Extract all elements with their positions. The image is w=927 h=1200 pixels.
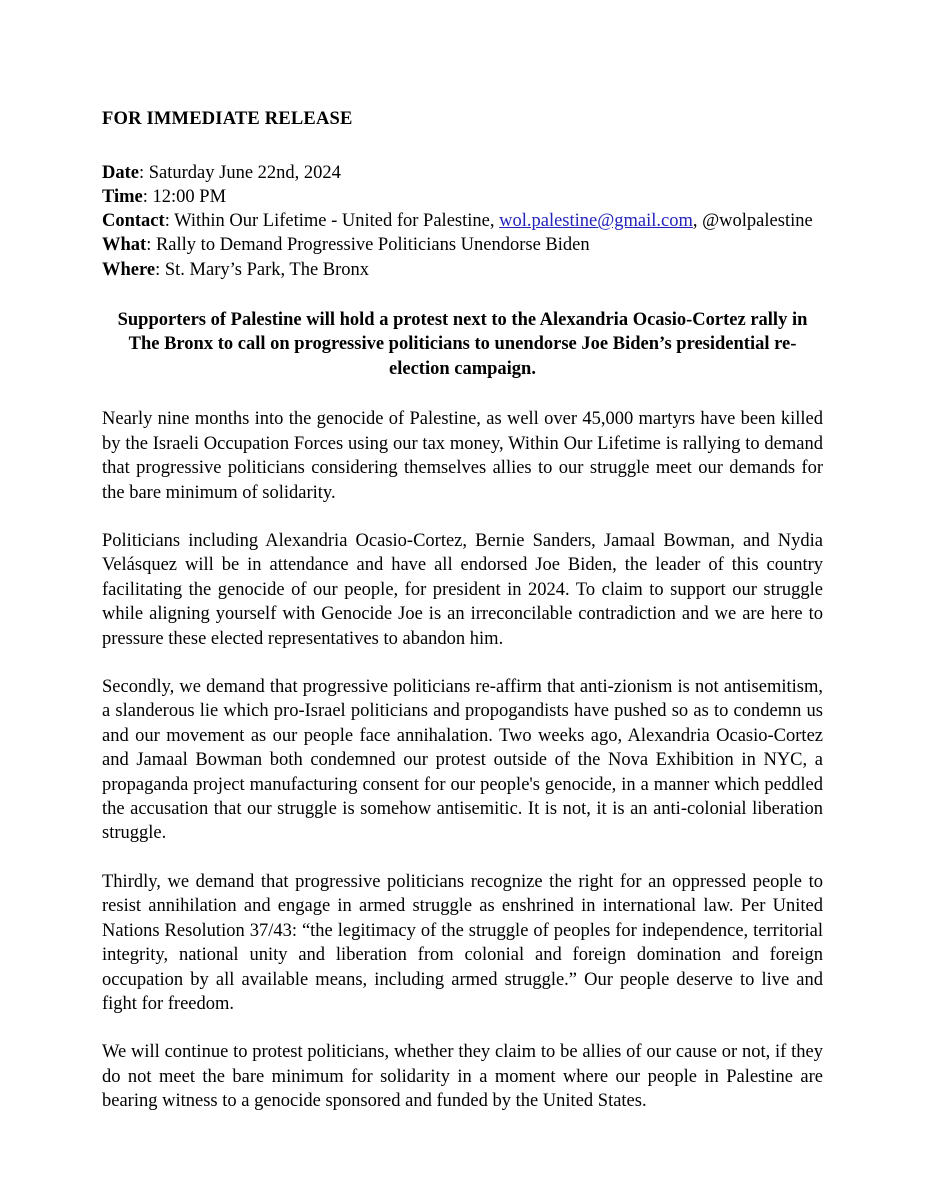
meta-value-time: : 12:00 PM [142, 187, 227, 208]
meta-value-where: : St. Mary’s Park, The Bronx [155, 259, 370, 280]
meta-label-where: Where [102, 259, 156, 280]
meta-value-contact-before: : Within Our Lifetime - United for Palestine, [164, 211, 500, 232]
meta-row-date [102, 161, 823, 185]
meta-row-time [102, 185, 823, 209]
body-paragraph-1: Nearly nine months into the genocide of Palestine, as well over 45,000 martyrs have been killed by the Israeli Occupation Forces using our tax money, Within Our Lifetime is rallying to demand that progressive politicians considering themselves allies to our struggle meet our demands for the bare minimum of solidarity. [102, 409, 823, 503]
meta-value-date: : Saturday June 22nd, 2024 [138, 163, 341, 184]
body-paragraph-2: Politicians including Alexandria Ocasio-Cortez, Bernie Sanders, Jamaal Bowman, and Nydia Velásquez will be in attendance and have all endorsed Joe Biden, the leader of this country facilitating the genocide of our people, for president in 2024. To claim to support our struggle while aligning yourself with Genocide Joe is an irreconcilable contradiction and we are here to pressure these elected representatives to abandon him. [102, 531, 823, 649]
meta-label-contact: Contact [102, 211, 165, 232]
body-paragraph-3: Secondly, we demand that progressive politicians re-affirm that anti-zionism is not antisemitism, a slanderous lie which pro-Israel politicians and propogandists have pushed so as to condemn us and our movement as our people face annihalation. Two weeks ago, Alexandria Ocasio-Cortez and Jamaal Bowman both condemned our protest outside of the Nova Exhibition in NYC, a propaganda project manufacturing consent for our people's genocide, in a manner which peddled the accusation that our struggle is somehow antisemitic. It is not, it is an anti-colonial liberation struggle. [102, 677, 823, 844]
meta-label-what: What [102, 235, 147, 256]
document-body [102, 108, 823, 1114]
meta-row-what [102, 233, 823, 257]
headline-statement: Supporters of Palestine will hold a protest next to the Alexandria Ocasio-Cortez rally in The Bronx to call on progressive politicians to unendorse Joe Biden’s presidential re-election campaign. [117, 309, 808, 379]
page-title: FOR IMMEDIATE RELEASE [102, 109, 353, 129]
release-metadata [102, 161, 823, 281]
body-paragraph-4: Thirdly, we demand that progressive politicians recognize the right for an oppressed people to resist annihilation and engage in armed struggle as enshrined in international law. Per United Nations Resolution 37/43: “the legitimacy of the struggle of peoples for independence, territorial integrity, national unity and liberation from colonial and foreign domination and foreign occupation by all available means, including armed struggle.” Our people deserve to live and fight for freedom. [102, 871, 823, 1014]
meta-value-what: : Rally to Demand Progressive Politicians Unendorse Biden [146, 235, 590, 256]
meta-row-contact [102, 209, 823, 233]
meta-value-contact-after: , @wolpalestine [692, 211, 813, 232]
meta-label-time: Time [102, 187, 143, 208]
contact-email-link[interactable]: wol.palestine@gmail.com [499, 211, 693, 232]
body-paragraph-5: We will continue to protest politicians, whether they claim to be allies of our cause or not, if they do not meet the bare minimum for solidarity in a moment where our people in Palestine are bearing witness to a genocide sponsored and funded by the United States. [102, 1042, 823, 1112]
meta-row-where [102, 258, 823, 282]
meta-label-date: Date [102, 163, 139, 184]
